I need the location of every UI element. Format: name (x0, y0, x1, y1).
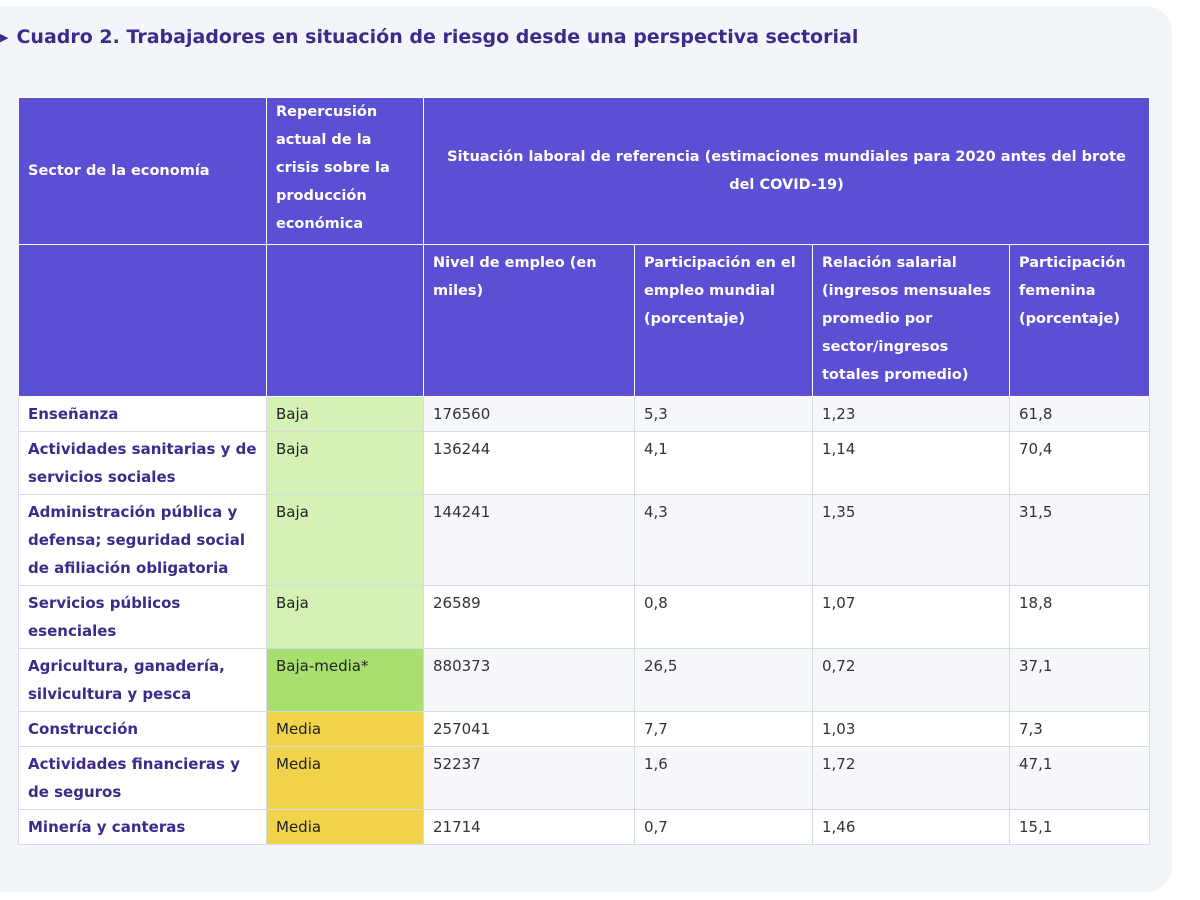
cell-sector: Enseñanza (19, 397, 267, 432)
cell-participacion: 26,5 (635, 649, 813, 712)
header-femenina: Participación femenina (porcentaje) (1010, 245, 1150, 397)
cell-empleo: 176560 (424, 397, 635, 432)
cell-impact: Media (267, 747, 424, 810)
cell-empleo: 880373 (424, 649, 635, 712)
cell-relacion: 1,03 (813, 712, 1010, 747)
cell-participacion: 4,1 (635, 432, 813, 495)
cell-sector: Construcción (19, 712, 267, 747)
cell-sector: Servicios públicos esenciales (19, 586, 267, 649)
cell-participacion: 4,3 (635, 495, 813, 586)
table-row (19, 586, 1150, 649)
cell-participacion: 0,7 (635, 810, 813, 845)
cell-empleo: 257041 (424, 712, 635, 747)
cell-participacion: 5,3 (635, 397, 813, 432)
table-row (19, 495, 1150, 586)
header-empleo: Nivel de empleo (en miles) (424, 245, 635, 397)
cell-femenina: 37,1 (1010, 649, 1150, 712)
header-impact: Repercusión actual de la crisis sobre la producción económica (267, 98, 424, 245)
cell-relacion: 1,46 (813, 810, 1010, 845)
cell-sector: Actividades financieras y de seguros (19, 747, 267, 810)
cell-impact: Baja (267, 432, 424, 495)
cell-empleo: 26589 (424, 586, 635, 649)
cell-femenina: 18,8 (1010, 586, 1150, 649)
cell-impact: Baja-media* (267, 649, 424, 712)
cell-femenina: 47,1 (1010, 747, 1150, 810)
header-empty-1 (19, 245, 267, 397)
cell-participacion: 7,7 (635, 712, 813, 747)
cell-sector: Agricultura, ganadería, silvicultura y pesca (19, 649, 267, 712)
cell-relacion: 0,72 (813, 649, 1010, 712)
table-row (19, 712, 1150, 747)
header-empty-2 (267, 245, 424, 397)
table-row (19, 397, 1150, 432)
cell-sector: Minería y canteras (19, 810, 267, 845)
cell-empleo: 136244 (424, 432, 635, 495)
cell-participacion: 1,6 (635, 747, 813, 810)
cell-relacion: 1,72 (813, 747, 1010, 810)
cell-impact: Media (267, 712, 424, 747)
cell-empleo: 144241 (424, 495, 635, 586)
cell-impact: Baja (267, 397, 424, 432)
table-row (19, 810, 1150, 845)
cell-femenina: 31,5 (1010, 495, 1150, 586)
cell-relacion: 1,07 (813, 586, 1010, 649)
header-relacion: Relación salarial (ingresos mensuales promedio por sector/ingresos totales promedio) (813, 245, 1010, 397)
cell-femenina: 15,1 (1010, 810, 1150, 845)
bullet-triangle-icon: ▶ (0, 30, 9, 44)
cell-relacion: 1,14 (813, 432, 1010, 495)
table-row (19, 747, 1150, 810)
cell-femenina: 61,8 (1010, 397, 1150, 432)
cell-femenina: 7,3 (1010, 712, 1150, 747)
table-title: Cuadro 2. Trabajadores en situación de riesgo desde una perspectiva sectorial (16, 26, 859, 48)
cell-impact: Baja (267, 586, 424, 649)
cell-sector: Actividades sanitarias y de servicios sociales (19, 432, 267, 495)
cell-femenina: 70,4 (1010, 432, 1150, 495)
table-heading (0, 26, 858, 48)
cell-relacion: 1,35 (813, 495, 1010, 586)
table-row (19, 432, 1150, 495)
cell-participacion: 0,8 (635, 586, 813, 649)
header-participacion: Participación en el empleo mundial (porcentaje) (635, 245, 813, 397)
cell-sector: Administración pública y defensa; seguridad social de afiliación obligatoria (19, 495, 267, 586)
header-sector: Sector de la economía (19, 98, 267, 245)
cell-empleo: 52237 (424, 747, 635, 810)
cell-impact: Baja (267, 495, 424, 586)
header-situacion: Situación laboral de referencia (estimaciones mundiales para 2020 antes del brote del COVID-19) (424, 98, 1150, 245)
cell-impact: Media (267, 810, 424, 845)
cell-empleo: 21714 (424, 810, 635, 845)
cell-relacion: 1,23 (813, 397, 1010, 432)
table-row (19, 649, 1150, 712)
risk-sectors-table (18, 97, 1150, 845)
